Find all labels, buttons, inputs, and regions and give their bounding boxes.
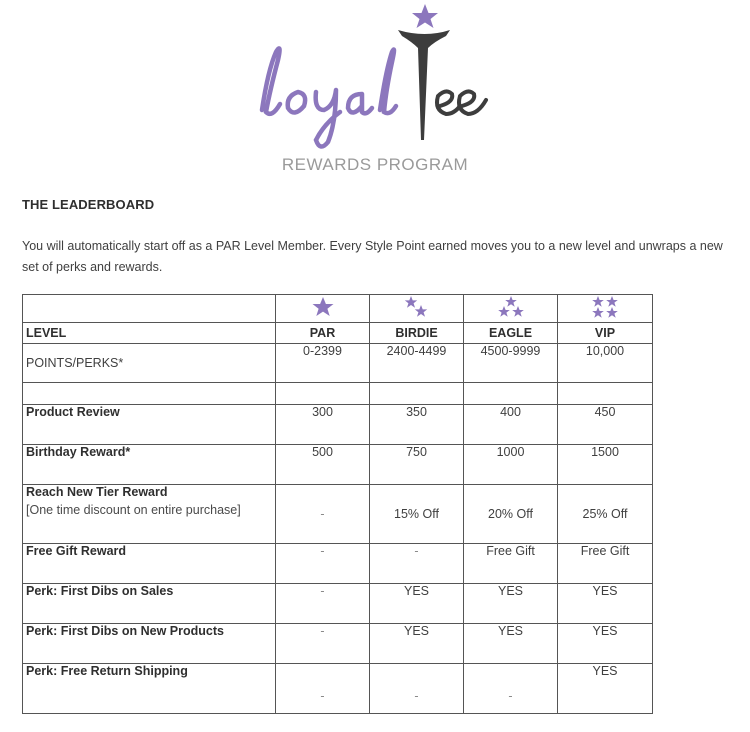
tier-icon-cell — [370, 295, 464, 323]
points-par: 0-2399 — [276, 344, 370, 383]
row-value: YES — [558, 584, 653, 624]
row-value: - — [276, 544, 370, 584]
row-label: Perk: First Dibs on Sales — [23, 584, 276, 624]
two-stars-icon — [404, 308, 430, 322]
row-value: YES — [558, 664, 653, 714]
row-value: - — [276, 485, 370, 544]
table-row — [23, 584, 653, 624]
row-value: YES — [464, 624, 558, 664]
table-row — [23, 544, 653, 584]
row-label: Product Review — [23, 405, 276, 445]
row-value: 750 — [370, 445, 464, 485]
row-value: 15% Off — [370, 485, 464, 544]
points-row — [23, 344, 653, 383]
table-row — [23, 624, 653, 664]
row-value: 450 — [558, 405, 653, 445]
points-birdie: 2400-4499 — [370, 344, 464, 383]
row-value: Free Gift — [558, 544, 653, 584]
empty-cell — [276, 383, 370, 405]
row-value: Free Gift — [464, 544, 558, 584]
row-value: 1500 — [558, 445, 653, 485]
loyaltee-logo — [240, 0, 510, 182]
row-value: 1000 — [464, 445, 558, 485]
logo-script — [262, 48, 396, 146]
tier-name-vip: VIP — [558, 323, 653, 344]
points-eagle: 4500-9999 — [464, 344, 558, 383]
empty-cell — [558, 383, 653, 405]
row-value: YES — [370, 624, 464, 664]
row-value: 300 — [276, 405, 370, 445]
rewards-table — [22, 294, 653, 714]
row-label: Birthday Reward* — [23, 445, 276, 485]
row-value: - — [370, 664, 464, 714]
row-value: YES — [464, 584, 558, 624]
tier-header-row — [23, 323, 653, 344]
row-value: - — [276, 584, 370, 624]
points-label: POINTS/PERKS* — [23, 344, 276, 383]
loyaltee-logo-mark — [240, 0, 510, 160]
table-row — [23, 664, 653, 714]
spacer-row — [23, 383, 653, 405]
tier-icons-row — [23, 295, 653, 323]
points-vip: 10,000 — [558, 344, 653, 383]
row-value: YES — [558, 624, 653, 664]
row-label: Perk: First Dibs on New Products — [23, 624, 276, 664]
row-value: 25% Off — [558, 485, 653, 544]
row-value: 400 — [464, 405, 558, 445]
row-label: Perk: Free Return Shipping — [23, 664, 276, 714]
row-value: 500 — [276, 445, 370, 485]
row-label-cell — [23, 485, 276, 544]
table-row — [23, 445, 653, 485]
logo-script-ee — [437, 91, 486, 114]
tier-name-par: PAR — [276, 323, 370, 344]
empty-cell — [23, 383, 276, 405]
intro-paragraph: You will automatically start off as a PAR Level Member. Every Style Point earned moves you to a new level and unwraps a new set of perks and rewards. — [22, 239, 723, 274]
tier-icon-cell — [558, 295, 653, 323]
row-value: 20% Off — [464, 485, 558, 544]
empty-cell — [370, 383, 464, 405]
four-stars-icon — [591, 308, 619, 322]
row-value: - — [276, 664, 370, 714]
row-label: Reach New Tier Reward — [26, 485, 168, 499]
level-label: LEVEL — [23, 323, 276, 344]
three-stars-icon — [497, 308, 525, 322]
table-row — [23, 485, 653, 544]
empty-cell — [464, 383, 558, 405]
table-row — [23, 405, 653, 445]
tier-name-eagle: EAGLE — [464, 323, 558, 344]
empty-cell — [23, 295, 276, 323]
tier-name-birdie: BIRDIE — [370, 323, 464, 344]
row-value: YES — [370, 584, 464, 624]
logo-tee-icon — [398, 30, 450, 140]
logo-star-icon — [412, 4, 438, 28]
row-value: - — [464, 664, 558, 714]
row-value: - — [370, 544, 464, 584]
row-label: Free Gift Reward — [23, 544, 276, 584]
logo-subtitle: REWARDS PROGRAM — [281, 155, 469, 174]
single-star-icon — [311, 307, 335, 321]
tier-icon-cell — [464, 295, 558, 323]
row-sublabel: [One time discount on entire purchase] — [26, 503, 241, 517]
row-value: 350 — [370, 405, 464, 445]
tier-icon-cell — [276, 295, 370, 323]
row-value: - — [276, 624, 370, 664]
section-title: THE LEADERBOARD — [22, 197, 155, 212]
